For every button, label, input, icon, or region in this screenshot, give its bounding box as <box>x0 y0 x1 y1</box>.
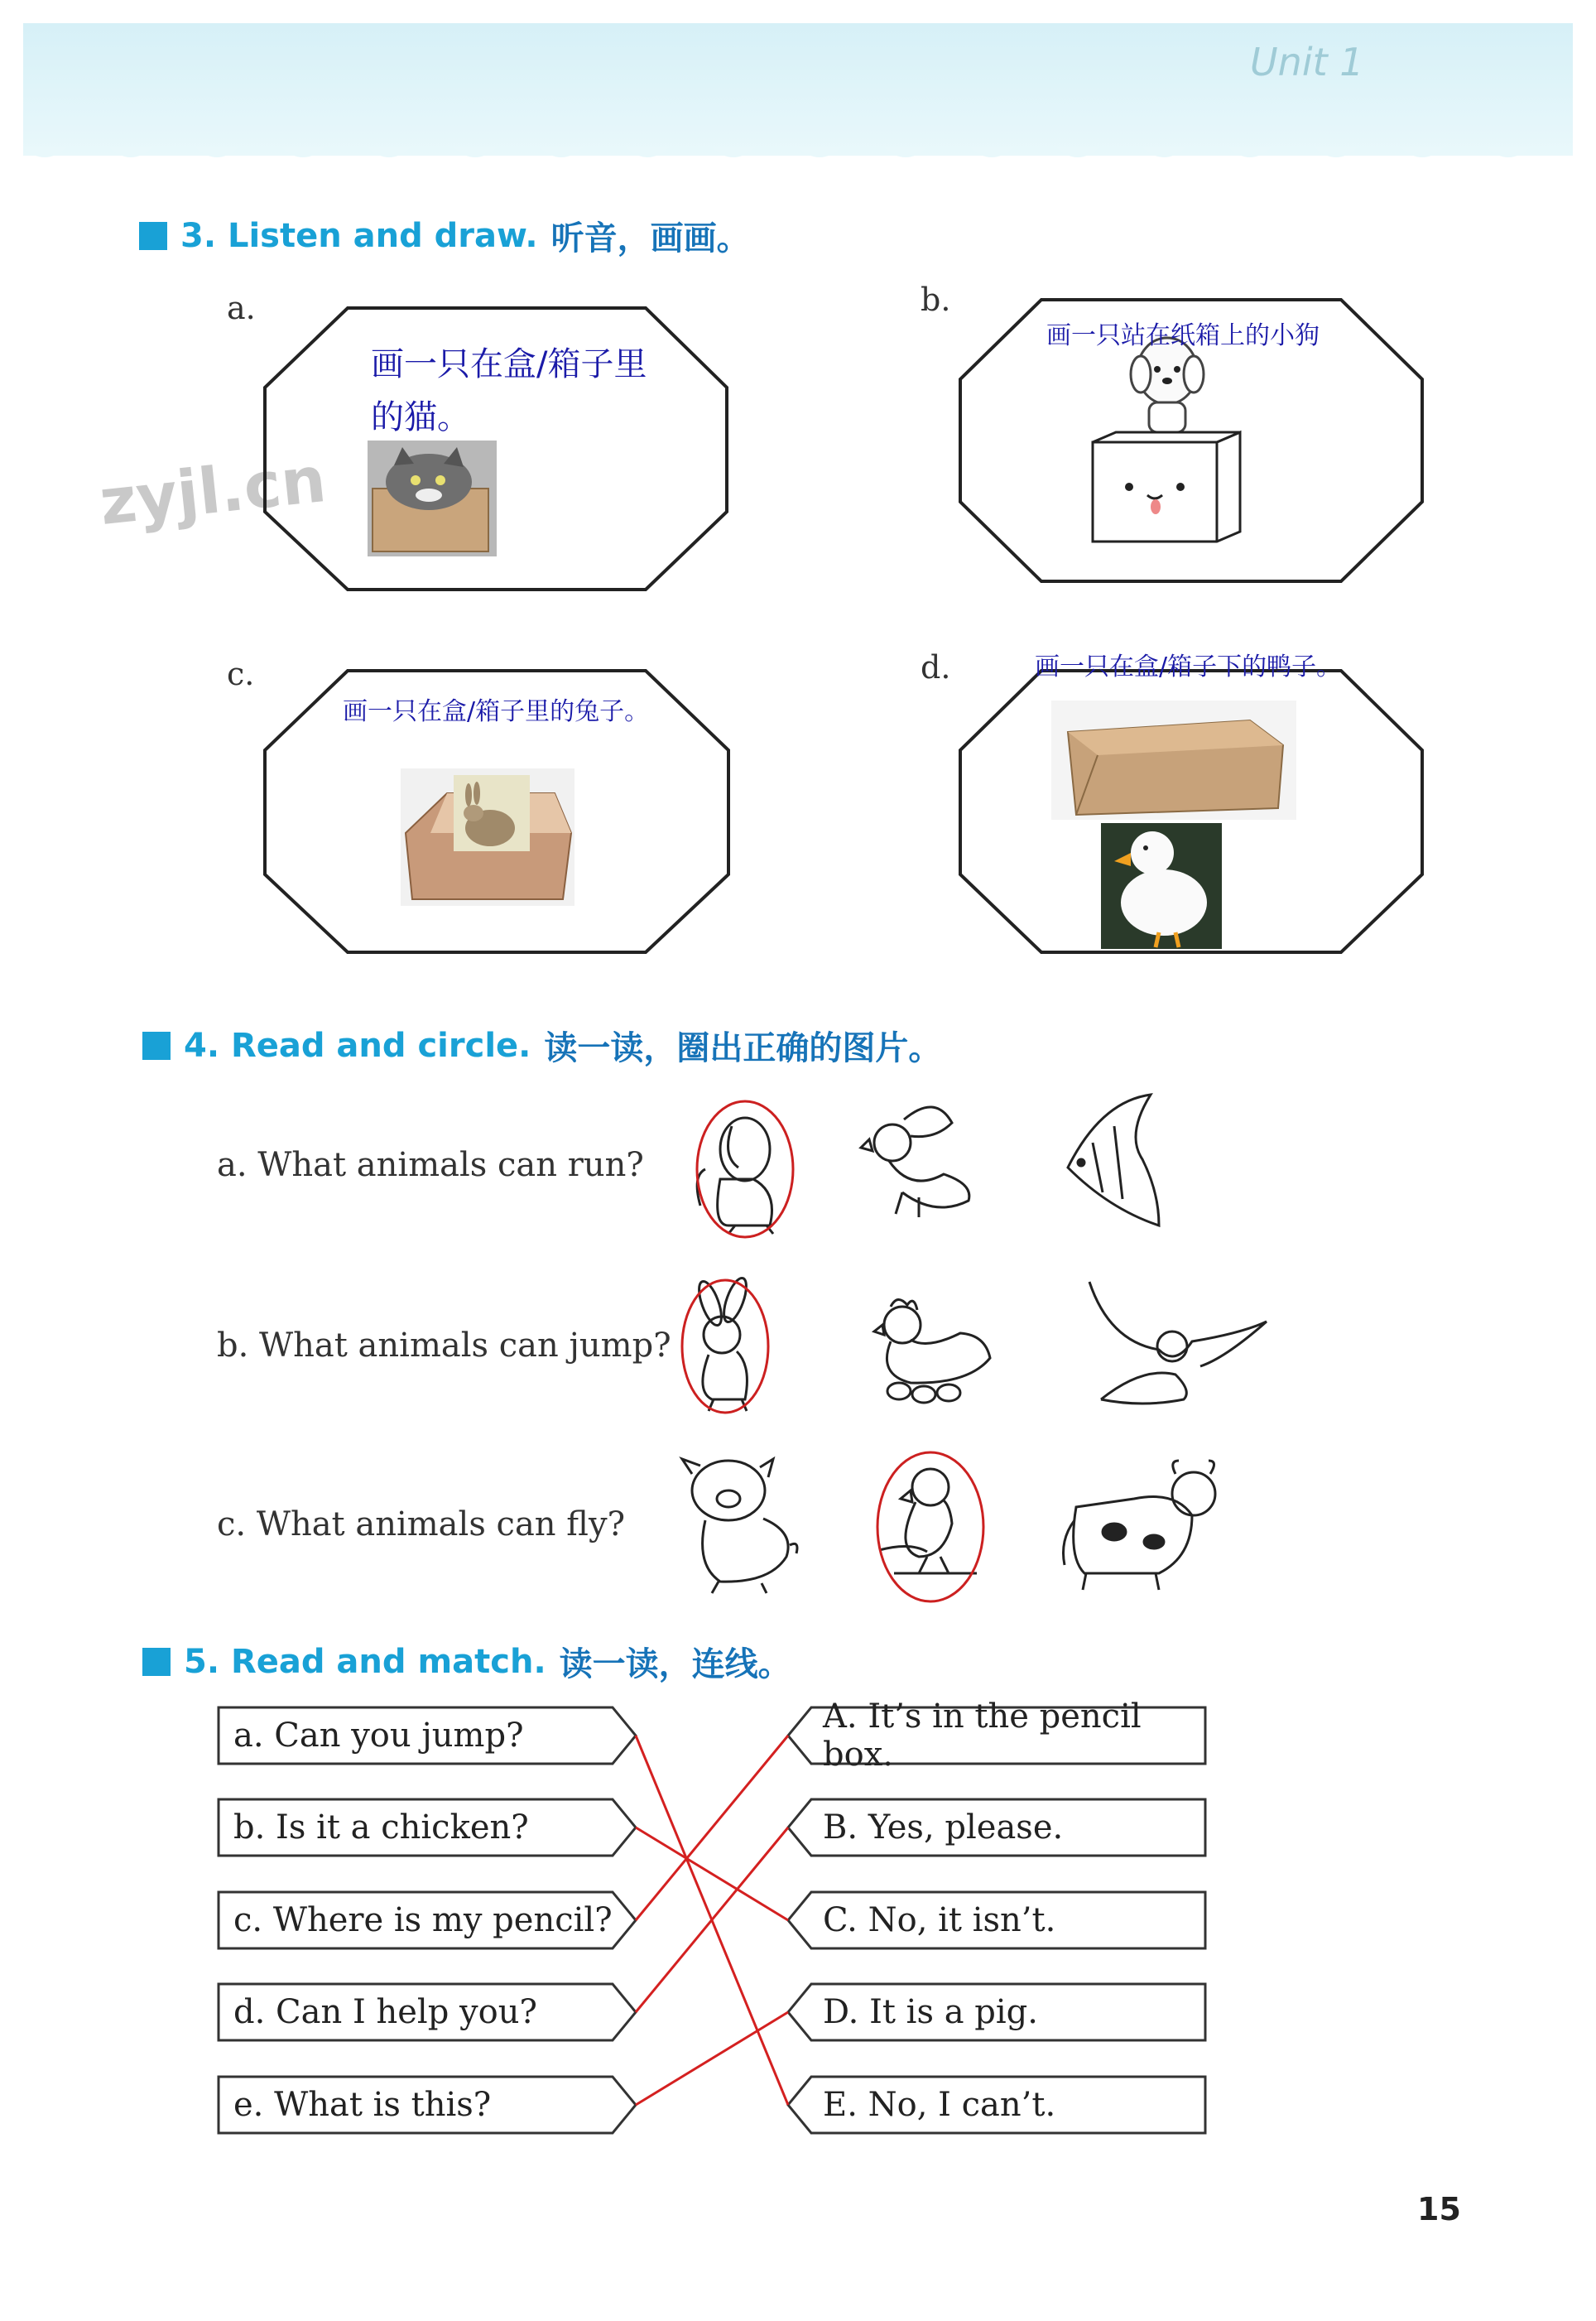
item-d-letter: d. <box>921 649 951 686</box>
match-line-e-D[interactable] <box>636 2012 788 2105</box>
section-square-icon <box>142 1648 171 1676</box>
match-line-b-C[interactable] <box>636 1827 788 1920</box>
animal-bird-1 <box>861 1107 969 1217</box>
watermark: zyjl.cn <box>96 441 329 540</box>
animal-hen <box>874 1299 990 1403</box>
animal-pig <box>682 1459 797 1593</box>
section-4-title-en: 4. Read and circle. <box>184 1026 531 1065</box>
animal-cow <box>1064 1461 1216 1590</box>
section-3-title-cn: 听音，画画。 <box>550 219 750 258</box>
left-item-d[interactable]: d. Can I help you? <box>233 1993 537 2031</box>
animal-bird-2 <box>1089 1282 1267 1404</box>
item-a-letter: a. <box>227 290 256 326</box>
unit-label: Unit 1 <box>1250 40 1364 84</box>
item-c-letter: c. <box>227 656 255 692</box>
animal-fish <box>1068 1095 1159 1226</box>
note-a: 画一只在盒/箱子里的猫。 <box>371 345 647 436</box>
left-item-a[interactable]: a. Can you jump? <box>233 1717 524 1755</box>
dog-on-box-picture <box>1093 338 1240 542</box>
section-3-title-en: 3. Listen and draw. <box>180 216 538 255</box>
duck-under-box-picture <box>1051 701 1296 949</box>
section-square-icon <box>142 1032 171 1060</box>
animal-rabbit[interactable] <box>695 1275 751 1411</box>
answer-circle-dog <box>697 1101 793 1237</box>
match-line-c-A[interactable] <box>636 1736 788 1920</box>
rabbit-in-box-picture <box>401 768 574 906</box>
page-number: 15 <box>1417 2191 1461 2227</box>
section-5-title-cn: 读一读，连线。 <box>559 1645 791 1683</box>
item-b-letter: b. <box>921 282 951 318</box>
right-item-B[interactable]: B. Yes, please. <box>823 1808 1064 1847</box>
section-5-title <box>142 1638 791 1685</box>
right-item-C[interactable]: C. No, it isn’t. <box>823 1901 1056 1939</box>
answer-circle-bird <box>877 1452 983 1601</box>
question-c: c. What animals can fly? <box>217 1505 626 1543</box>
note-b: 画一只站在纸箱上的小狗 <box>1046 321 1320 350</box>
note-c: 画一只在盒/箱子里的兔子。 <box>343 697 650 726</box>
left-item-b[interactable]: b. Is it a chicken? <box>233 1808 529 1847</box>
question-b: b. What animals can jump? <box>217 1327 671 1365</box>
left-item-c[interactable]: c. Where is my pencil? <box>233 1901 613 1939</box>
right-item-A[interactable]: A. It’s in the pencil box. <box>823 1697 1142 1774</box>
match-line-d-B[interactable] <box>636 1827 788 2012</box>
cat-in-box-picture <box>368 441 497 556</box>
section-4-title-cn: 读一读，圈出正确的图片。 <box>544 1029 942 1067</box>
question-a: a. What animals can run? <box>217 1146 644 1184</box>
right-item-D[interactable]: D. It is a pig. <box>823 1993 1038 2031</box>
right-item-E[interactable]: E. No, I can’t. <box>823 2086 1056 2124</box>
note-d: 画一只在盒/箱子下的鸭子。 <box>1035 652 1342 681</box>
section-4-title <box>142 1022 941 1069</box>
section-5-title-en: 5. Read and match. <box>184 1642 546 1681</box>
left-item-e[interactable]: e. What is this? <box>233 2086 492 2124</box>
animal-dog[interactable] <box>697 1118 773 1234</box>
animal-bird-3[interactable] <box>879 1469 977 1573</box>
